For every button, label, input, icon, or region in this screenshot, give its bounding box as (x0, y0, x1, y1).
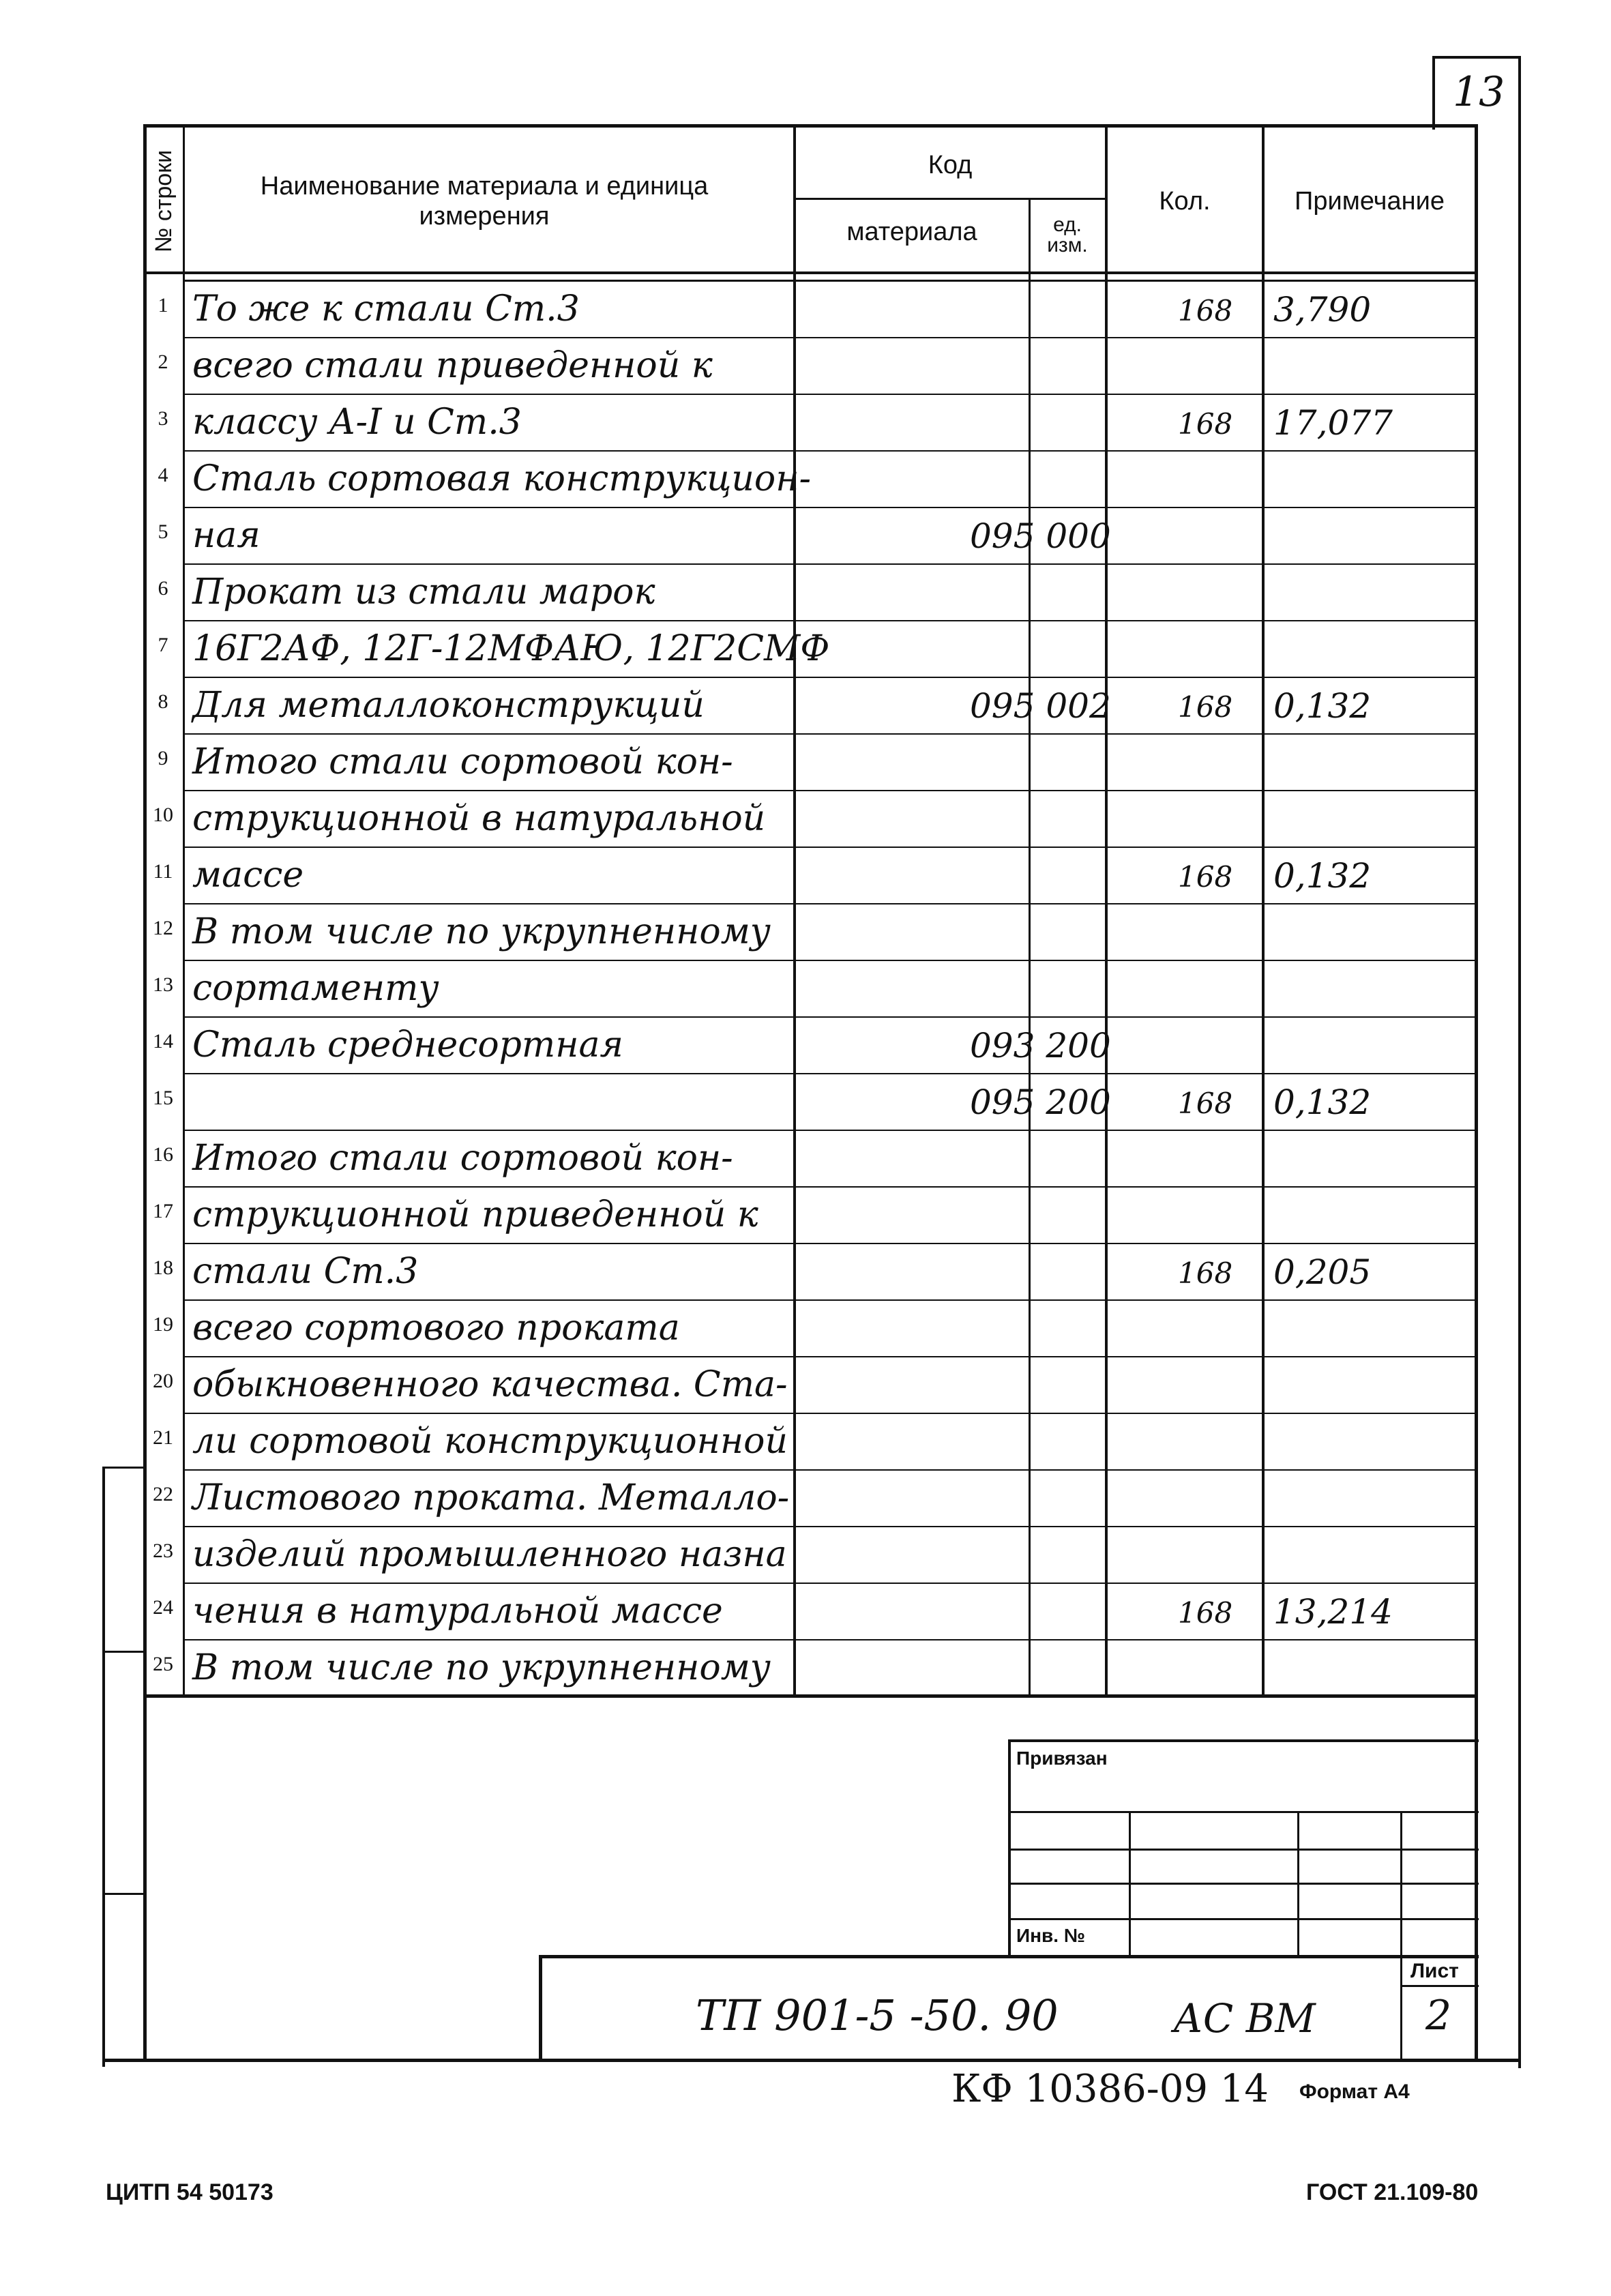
frame-line (1008, 1883, 1479, 1885)
material-name: Для металлоконструкций (192, 685, 705, 726)
material-name: Итого стали сортовой кон- (192, 1138, 733, 1179)
table-row (145, 678, 1611, 735)
frame-line (102, 2059, 1521, 2062)
table-row (145, 282, 1611, 338)
table-row (145, 1640, 1611, 1697)
row-number: 24 (153, 1596, 173, 1619)
frame-line (143, 271, 1477, 274)
row-number: 10 (153, 804, 173, 826)
header-qty: Кол. (1159, 187, 1211, 216)
material-name: Прокат из стали марок (192, 572, 655, 613)
material-name: ли сортовой конструкционной (192, 1421, 788, 1462)
frame-line (102, 1893, 145, 1895)
unit-code: 168 (1178, 294, 1233, 327)
row-number: 14 (153, 1030, 173, 1053)
quantity: 3,790 (1273, 290, 1372, 329)
frame-line (1432, 56, 1521, 59)
frame-line (539, 1955, 1479, 1958)
quantity: 0,205 (1273, 1252, 1372, 1292)
material-name: Сталь среднесортная (192, 1025, 623, 1065)
table-row (145, 565, 1611, 621)
quantity: 0,132 (1273, 1083, 1372, 1122)
header-name: Наименование материала и единица измерения (260, 172, 709, 231)
unit-code: 168 (1178, 1087, 1233, 1120)
frame-line (1129, 1811, 1131, 1958)
quantity: 0,132 (1273, 686, 1372, 726)
row-number: 3 (158, 407, 168, 430)
material-name: всего сортового проката (192, 1308, 680, 1349)
table-row (145, 621, 1611, 678)
row-number: 9 (158, 747, 168, 769)
page-number: 13 (1453, 68, 1505, 116)
material-name: В том числе по укрупненному (192, 1647, 771, 1688)
table-row (145, 1471, 1611, 1527)
footer-left-code: ЦИТП 54 50173 (106, 2179, 274, 2205)
row-number: 19 (153, 1313, 173, 1336)
material-code: 095 200 (970, 1083, 1111, 1122)
material-name: стали Ст.3 (192, 1251, 419, 1292)
material-name: сортаменту (192, 968, 439, 1009)
row-number: 25 (153, 1653, 173, 1675)
table-row (145, 961, 1611, 1018)
table-row (145, 791, 1611, 848)
material-name: струкционной в натуральной (192, 798, 766, 839)
table-row (145, 1131, 1611, 1188)
material-name: классу А-I и Ст.3 (192, 402, 522, 443)
row-number: 4 (158, 464, 168, 486)
material-code: 095 002 (970, 686, 1111, 726)
unit-code: 168 (1178, 1596, 1233, 1630)
row-number: 1 (158, 294, 168, 317)
material-name: массе (192, 855, 304, 896)
quantity: 0,132 (1273, 856, 1372, 896)
frame-line (1008, 1739, 1479, 1742)
row-number: 5 (158, 520, 168, 543)
frame-line (102, 1651, 145, 1653)
material-name: изделий промышленного назна (192, 1534, 787, 1575)
table-row (145, 735, 1611, 791)
row-number: 17 (153, 1200, 173, 1222)
row-number: 7 (158, 634, 168, 656)
material-name: всего стали приведенной к (192, 345, 713, 386)
kf-number: КФ 10386-09 14 (951, 2067, 1269, 2111)
quantity: 17,077 (1273, 403, 1393, 443)
table-row (145, 1527, 1611, 1584)
frame-line (1008, 1811, 1479, 1813)
frame-line (1297, 1811, 1299, 1958)
table-row (145, 848, 1611, 904)
row-number: 13 (153, 973, 173, 996)
frame-line (1400, 1811, 1402, 2060)
header-note: Примечание (1295, 187, 1445, 216)
material-name: ная (192, 515, 261, 556)
frame-line (1400, 1985, 1479, 1987)
material-name: обыкновенного качества. Ста- (192, 1364, 788, 1405)
row-number: 12 (153, 917, 173, 939)
material-code: 095 000 (970, 516, 1111, 556)
frame-line (143, 124, 1477, 128)
table-row (145, 1414, 1611, 1471)
header-row-no: № строки (151, 149, 177, 253)
row-number: 16 (153, 1143, 173, 1166)
footer-gost: ГОСТ 21.109-80 (1306, 2179, 1479, 2205)
frame-line (1432, 56, 1435, 130)
table-row (145, 452, 1611, 508)
material-name: Листового проката. Металло- (192, 1477, 790, 1518)
material-name: чения в натуральной массе (192, 1591, 723, 1632)
table-row (145, 1244, 1611, 1301)
frame-line (102, 1467, 145, 1469)
table-row (145, 395, 1611, 452)
material-name: 16Г2АФ, 12Г-12МФАЮ, 12Г2СМФ (192, 628, 830, 669)
row-number: 22 (153, 1483, 173, 1505)
row-number: 23 (153, 1540, 173, 1562)
header-material: материала (846, 218, 977, 246)
format-label: Формат А4 (1299, 2080, 1410, 2103)
row-number: 6 (158, 577, 168, 600)
material-name: Сталь сортовая конструкцион- (192, 458, 812, 499)
table-row (145, 1357, 1611, 1414)
row-number: 2 (158, 351, 168, 373)
frame-line (793, 198, 1107, 200)
frame-line (1008, 1918, 1479, 1920)
table-row (145, 1188, 1611, 1244)
document-designation: ТП 901-5 -50. 90 (696, 1990, 1059, 2040)
table-row (145, 1018, 1611, 1074)
table-row (145, 1584, 1611, 1640)
material-name: В том числе по укрупненному (192, 911, 771, 952)
material-name: Итого стали сортовой кон- (192, 741, 733, 782)
table-row (145, 338, 1611, 395)
row-number: 21 (153, 1426, 173, 1449)
document-mark: АС ВМ (1173, 1995, 1316, 2042)
header-code: Код (928, 151, 973, 179)
sheet-label: Лист (1410, 1960, 1459, 1982)
header-unit: ед. изм. (1047, 214, 1088, 256)
table-row (145, 508, 1611, 565)
material-code: 093 200 (970, 1026, 1111, 1065)
row-number: 15 (153, 1087, 173, 1109)
quantity: 13,214 (1273, 1592, 1393, 1632)
row-number: 18 (153, 1256, 173, 1279)
sheet-number: 2 (1425, 1992, 1452, 2040)
unit-code: 168 (1178, 860, 1233, 894)
frame-line (102, 1467, 105, 2067)
bound-label: Привязан (1016, 1748, 1108, 1769)
material-name: То же к стали Ст.3 (192, 289, 580, 329)
table-row (145, 904, 1611, 961)
table-row (145, 1074, 1611, 1131)
row-number: 8 (158, 690, 168, 713)
unit-code: 168 (1178, 1256, 1233, 1290)
unit-code: 168 (1178, 690, 1233, 724)
frame-line (1008, 1849, 1479, 1851)
frame-line (539, 1955, 542, 2061)
material-name: струкционной приведенной к (192, 1194, 758, 1235)
table-row (145, 1301, 1611, 1357)
unit-code: 168 (1178, 407, 1233, 441)
inv-no-label: Инв. № (1016, 1925, 1086, 1946)
row-number: 20 (153, 1370, 173, 1392)
row-number: 11 (153, 860, 173, 883)
